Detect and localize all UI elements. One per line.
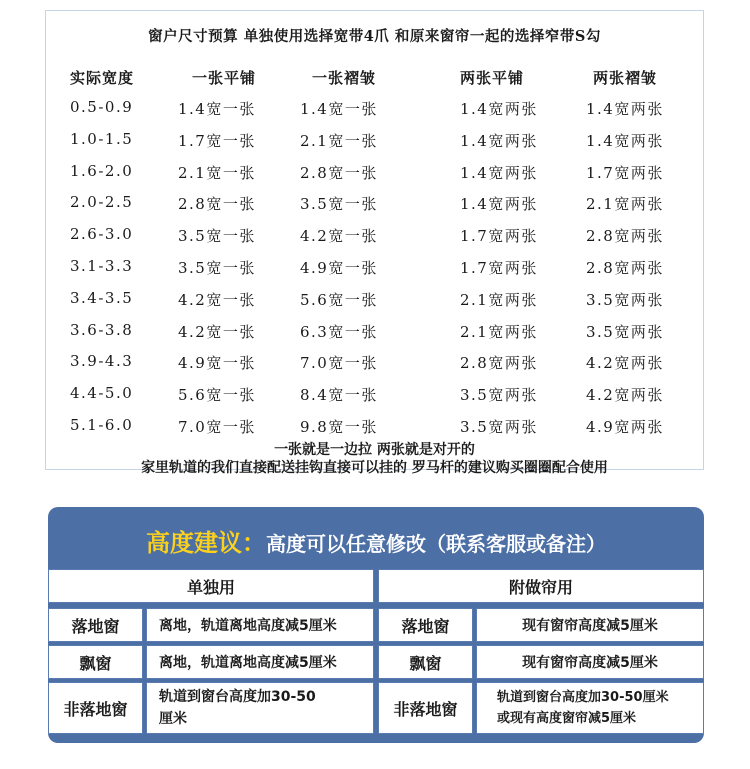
size-cell-one-flat: 3.5宽一张 <box>178 259 256 277</box>
header-two-flat: 两张平铺 <box>460 69 525 87</box>
size-cell-one-pleat: 1.4宽一张 <box>300 100 378 118</box>
size-cell-one-flat: 3.5宽一张 <box>178 227 256 246</box>
text-non-floor-window-right <box>476 682 704 734</box>
size-cell-one-flat: 4.2宽一张 <box>178 322 256 341</box>
size-cell-two-flat: 3.5宽两张 <box>460 386 538 405</box>
size-cell-two-flat: 2.1宽两张 <box>460 322 538 341</box>
height-advice-title-rest: 高度可以任意修改（联系客服或备注） <box>266 532 606 556</box>
label-non-floor-window-left: 非落地窗 <box>48 682 143 734</box>
size-cell-two-pleat: 4.2宽两张 <box>586 354 664 373</box>
size-cell-range: 3.9-4.3 <box>70 352 134 371</box>
size-cell-range: 3.4-3.5 <box>70 288 134 307</box>
size-cell-two-flat: 1.7宽两张 <box>460 227 538 246</box>
size-cell-one-flat: 1.7宽一张 <box>178 131 256 150</box>
text-non-floor-window-left-line2: 厘米 <box>159 711 187 727</box>
size-cell-range: 0.5-0.9 <box>70 98 134 116</box>
size-cell-range: 5.1-6.0 <box>70 416 134 434</box>
size-cell-range: 3.1-3.3 <box>70 257 134 275</box>
size-cell-range: 1.0-1.5 <box>70 129 134 148</box>
size-cell-range: 2.6-3.0 <box>70 225 134 244</box>
label-bay-window-right: 飘窗 <box>378 645 473 679</box>
size-cell-one-pleat: 4.9宽一张 <box>300 259 378 277</box>
height-advice-panel <box>48 507 704 743</box>
size-cell-range: 3.6-3.8 <box>70 320 134 339</box>
text-non-floor-window-left-line1: 轨道到窗台高度加30-50 <box>159 689 316 705</box>
size-cell-one-pleat: 3.5宽一张 <box>300 195 378 214</box>
header-one-pleat: 一张褶皱 <box>312 69 377 87</box>
size-cell-one-pleat: 4.2宽一张 <box>300 227 378 246</box>
size-cell-two-flat: 2.8宽两张 <box>460 354 538 373</box>
size-cell-range: 2.0-2.5 <box>70 193 134 212</box>
size-cell-one-pleat: 6.3宽一张 <box>300 322 378 341</box>
height-advice-title-accent: 高度建议： <box>146 529 266 557</box>
label-bay-window-left: 飘窗 <box>48 645 143 679</box>
text-non-floor-window-right-line2: 或现有高度窗帘减5厘米 <box>497 711 637 726</box>
size-cell-two-flat: 1.4宽两张 <box>460 163 538 182</box>
window-size-table <box>45 10 704 476</box>
size-cell-one-flat: 7.0宽一张 <box>178 418 256 436</box>
size-note-open-style: 一张就是一边拉 两张就是对开的 <box>274 442 475 458</box>
size-cell-one-pleat: 9.8宽一张 <box>300 418 378 436</box>
size-cell-one-pleat: 5.6宽一张 <box>300 290 378 309</box>
size-cell-one-flat: 4.9宽一张 <box>178 354 256 373</box>
size-cell-two-flat: 1.7宽两张 <box>460 259 538 277</box>
size-cell-one-flat: 5.6宽一张 <box>178 386 256 405</box>
size-cell-two-pleat: 4.2宽两张 <box>586 386 664 405</box>
size-cell-one-pleat: 8.4宽一张 <box>300 386 378 405</box>
size-cell-one-flat: 2.8宽一张 <box>178 195 256 214</box>
size-cell-two-pleat: 1.4宽两张 <box>586 131 664 150</box>
text-non-floor-window-right-line1: 轨道到窗台高度加30-50厘米 <box>497 690 669 705</box>
text-bay-window-left: 离地，轨道离地高度减5厘米 <box>146 645 374 679</box>
size-cell-two-pleat: 2.8宽两张 <box>586 227 664 246</box>
size-cell-one-flat: 1.4宽一张 <box>178 100 256 118</box>
column-head-with-curtain: 附做帘用 <box>378 569 704 603</box>
header-one-flat: 一张平铺 <box>192 69 257 87</box>
label-floor-window-right: 落地窗 <box>378 608 473 642</box>
size-cell-two-flat: 3.5宽两张 <box>460 418 538 436</box>
header-two-pleat: 两张褶皱 <box>593 69 658 87</box>
size-cell-two-pleat: 1.7宽两张 <box>586 163 664 182</box>
size-table-title: 窗户尺寸预算 单独使用选择宽带4爪 和原来窗帘一起的选择窄带S勾 <box>148 28 601 45</box>
size-cell-two-pleat: 3.5宽两张 <box>586 322 664 341</box>
column-head-standalone: 单独用 <box>48 569 374 603</box>
size-cell-two-flat: 1.4宽两张 <box>460 131 538 150</box>
size-cell-one-pleat: 2.1宽一张 <box>300 131 378 150</box>
size-cell-two-flat: 1.4宽两张 <box>460 100 538 118</box>
size-cell-two-pleat: 2.8宽两张 <box>586 259 664 277</box>
text-floor-window-right: 现有窗帘高度减5厘米 <box>476 608 704 642</box>
height-advice-title <box>48 523 704 558</box>
text-non-floor-window-left <box>146 682 374 734</box>
size-cell-two-pleat: 4.9宽两张 <box>586 418 664 436</box>
size-cell-one-flat: 2.1宽一张 <box>178 163 256 182</box>
size-cell-range: 1.6-2.0 <box>70 161 134 180</box>
size-cell-one-pleat: 2.8宽一张 <box>300 163 378 182</box>
size-cell-two-flat: 1.4宽两张 <box>460 195 538 214</box>
size-cell-two-flat: 2.1宽两张 <box>460 290 538 309</box>
text-bay-window-right: 现有窗帘高度减5厘米 <box>476 645 704 679</box>
size-cell-one-flat: 4.2宽一张 <box>178 290 256 309</box>
text-floor-window-left: 离地，轨道离地高度减5厘米 <box>146 608 374 642</box>
size-cell-two-pleat: 2.1宽两张 <box>586 195 664 214</box>
size-cell-range: 4.4-5.0 <box>70 384 134 403</box>
label-floor-window-left: 落地窗 <box>48 608 143 642</box>
size-cell-two-pleat: 1.4宽两张 <box>586 100 664 118</box>
label-non-floor-window-right: 非落地窗 <box>378 682 473 734</box>
header-actual-width: 实际宽度 <box>70 69 135 87</box>
size-note-hooks: 家里轨道的我们直接配送挂钩直接可以挂的 罗马杆的建议购买圈圈配合使用 <box>141 460 608 476</box>
size-cell-one-pleat: 7.0宽一张 <box>300 354 378 373</box>
size-cell-two-pleat: 3.5宽两张 <box>586 290 664 309</box>
